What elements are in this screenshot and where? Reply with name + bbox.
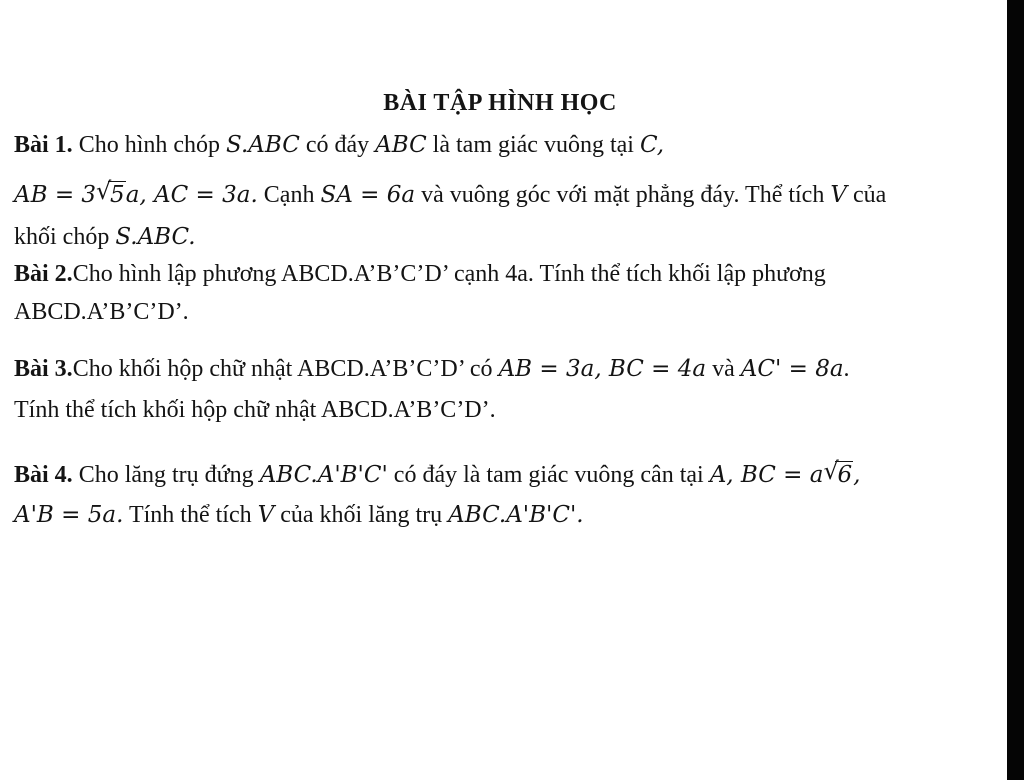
bai1-text: của (846, 182, 887, 208)
bai4-math: A'B = 5a. (14, 502, 124, 528)
bai3-text: Tính thể tích khối hộp chữ nhật ABCD.A’B’C’D’. (14, 397, 496, 423)
bai1-math: ABC (375, 132, 427, 158)
bai4-math: ABC.A'B'C' (259, 462, 388, 488)
bai1-math: SA = 6a (320, 182, 416, 208)
bai2-label: Bài 2. (14, 261, 73, 287)
bai3-text: và (706, 356, 741, 382)
bai4-text: có đáy là tam giác vuông cân tại (387, 462, 710, 488)
bai1-text: và vuông góc với mặt phẳng đáy. Thể tích (415, 182, 831, 208)
bai1-text: khối chóp (14, 224, 116, 250)
bai2-text: ABCD.A’B’C’D’. (14, 299, 189, 325)
sqrt-5: √ 5 (96, 177, 125, 208)
bai4-line1 (14, 457, 861, 488)
page-title: BÀI TẬP HÌNH HỌC (383, 90, 617, 116)
bai4-math: V (257, 502, 275, 528)
bai3-text: . (843, 356, 850, 382)
bai1-text: là tam giác vuông tại (426, 132, 640, 158)
bai1-math: V (830, 182, 847, 208)
bai4-text: của khối lăng trụ (274, 502, 449, 528)
sqrt-radicand: 6 (837, 462, 853, 488)
bai1-line2 (14, 177, 887, 208)
bai4-math: ABC.A'B'C'. (448, 502, 584, 528)
bai1-line1 (14, 133, 664, 157)
bai1-math: C, (639, 132, 665, 158)
bai3-label: Bài 3. (14, 356, 73, 382)
bai1-math: S.ABC (226, 132, 300, 158)
bai4-text: Cho lăng trụ đứng (72, 462, 260, 488)
bai3-math: AC' = 8a (740, 356, 844, 382)
right-edge-bar (1007, 0, 1024, 780)
bai2-line1 (14, 262, 826, 286)
sqrt-radicand: 5 (110, 182, 125, 208)
bai3-text: Cho khối hộp chữ nhật ABCD.A’B’C’D’ có (72, 356, 499, 382)
bai3-line2 (14, 398, 496, 422)
bai1-math: a, AC = 3a. (125, 182, 258, 208)
bai2-line2 (14, 300, 189, 324)
bai1-text: Cho hình chóp (72, 132, 227, 158)
bai1-math: AB = 3 (14, 182, 97, 208)
bai4-text: Tính thể tích (123, 502, 258, 528)
bai4-line2 (14, 503, 584, 527)
bai1-line3 (14, 225, 196, 249)
bai1-text: Cạnh (257, 182, 321, 208)
sqrt-6: √ 6 (823, 457, 853, 488)
bai1-label: Bài 1. (14, 132, 73, 158)
bai1-text: có đáy (299, 132, 376, 158)
bai1-math: S.ABC. (115, 224, 196, 250)
bai4-label: Bài 4. (14, 462, 73, 488)
bai4-math: , (853, 462, 861, 488)
bai4-math: A, BC = a (709, 462, 824, 488)
bai3-line1 (14, 357, 850, 381)
bai2-text: Cho hình lập phương ABCD.A’B’C’D’ cạnh 4a. Tính thể tích khối lập phương (72, 261, 826, 287)
bai3-math: AB = 3a, BC = 4a (498, 356, 707, 382)
